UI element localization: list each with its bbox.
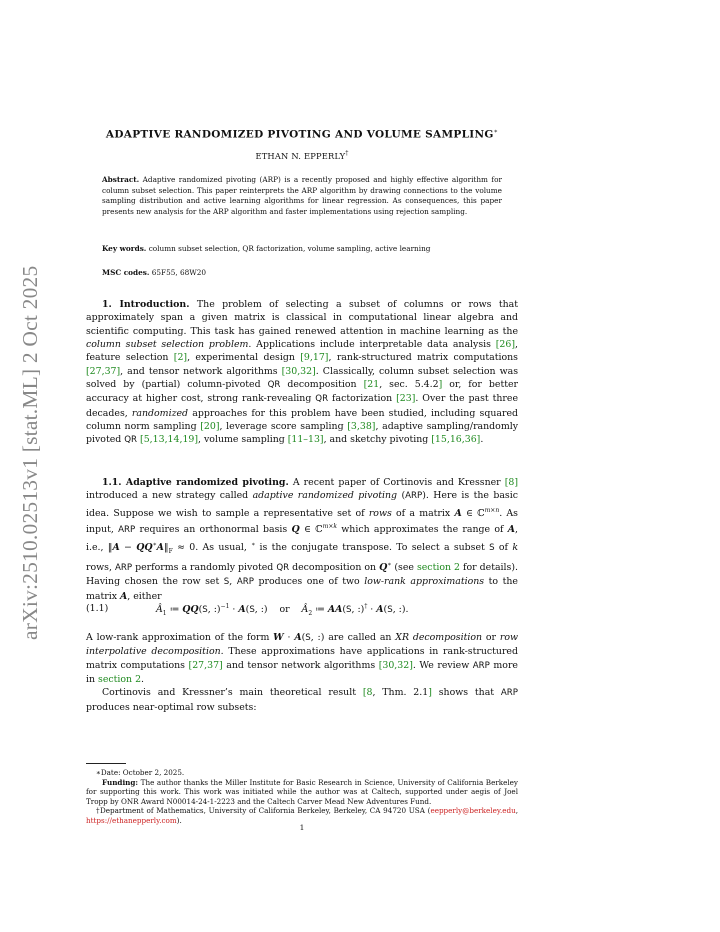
footnote-funding: Funding: The author thanks the Miller Institute for Basic Research in Science, University of California Berkeley for supporting this work. This work was initiated while the author was at Caltech, supported under aegis of Joel Tropp by ONR Award N00014-24-1-2223 and the Caltech Carver Mead New Adventures Fund. (86, 777, 518, 806)
arxiv-sidebar-stamp: arXiv:2510.02513v1 [stat.ML] 2 Oct 2025 (18, 265, 42, 640)
abstract-label: Abstract. (102, 175, 140, 184)
section-heading: 1. Introduction. (102, 299, 190, 310)
email-link[interactable]: eepperly@berkeley.edu (430, 806, 516, 816)
paper-title: ADAPTIVE RANDOMIZED PIVOTING AND VOLUME SAMPLING∗ (105, 128, 499, 141)
footnote-affiliation: †Department of Mathematics, University of California Berkeley, Berkeley, CA 94720 USA (eepperly@berkeley.edu, https://ethanepperly.com). (86, 806, 519, 825)
continuation-paragraph: A low-rank approximation of the form W · A(S, :) are called an XR decomposition or row interpolative decomposition. These approximations have applications in rank-structured matrix computations [27,37] and tensor network algorithms [30,32]. We review ARP more in section 2. Cortinovis and Kressner’s main theoretical result [8, Thm. 2.1] shows that ARP produces near-optimal row subsets: (86, 632, 518, 713)
page-number: 1 (299, 823, 305, 832)
subsection-heading: 1.1. Adaptive randomized pivoting. (102, 477, 289, 488)
introduction-paragraph: 1. Introduction. The problem of selecting a subset of columns or rows that approximately span a given matrix is classical in computational linear algebra and scientific computing. This task has gained renewed attention in machine learning as the column subset selection problem. Applications include interpretable data analysis [26], feature selection [2], experimental design [9,17], rank-structured matrix computations [27,37], and tensor network algorithms [30,32]. Classically, column subset selection was solved by (partial) column-pivoted QR decomposition [21, sec. 5.4.2] or, for better accuracy at higher cost, strong rank-revealing QR factorization [23]. Over the past three decades, randomized approaches for this problem have been studied, including squared column norm sampling [20], leverage score sampling [3,38], adaptive sampling/randomly pivoted QR [5,13,14,19], volume sampling [11–13], and sketchy pivoting [15,16,36]. (86, 299, 519, 446)
msc-codes: MSC codes. 65F55, 68W20 (102, 268, 207, 277)
abstract (102, 175, 502, 217)
footnote-date: ∗Date: October 2, 2025. (96, 768, 185, 777)
keywords: Key words. column subset selection, QR factorization, volume sampling, active learning (102, 244, 431, 253)
subsection-paragraph: 1.1. Adaptive randomized pivoting. A recent paper of Cortinovis and Kressner [8] introduced a new strategy called adaptive randomized pivoting (ARP). Here is the basic idea. Suppose we wish to sample a representative set of rows of a matrix A ∈ ℂ$^{m\times n}$. As input, ARP requires an orthonormal basis Q ∈ ℂ$^{m\times k}$ which approximates the range of A, i.e., ‖A − $QQ^∗A‖_F \approx 0$. As usual, ∗ is the conjugate transpose. To select a subset S of k rows, ARP performs a randomly pivoted QR decomposition on Q∗ (see section 2 for details). Having chosen the row set S, ARP produces one of two low-rank approximations to the matrix A, either (86, 477, 518, 602)
footnote-rule (86, 763, 126, 764)
equation-number: (1.1) (86, 603, 109, 614)
homepage-link[interactable]: https://ethanepperly.com (86, 815, 177, 825)
abstract-text: Adaptive randomized pivoting (ARP) is a recently proposed and highly effective algorithm for column subset selection. This paper reinterprets the ARP algorithm by drawing connections to the volume sampling distribution and active learning algorithms for linear regression. As consequences, this paper presents new analysis for the ARP algorithm and faster implementations using rejection sampling. (102, 175, 502, 216)
footnotes (86, 768, 518, 826)
author-line: ETHAN N. EPPERLY† (255, 150, 349, 161)
